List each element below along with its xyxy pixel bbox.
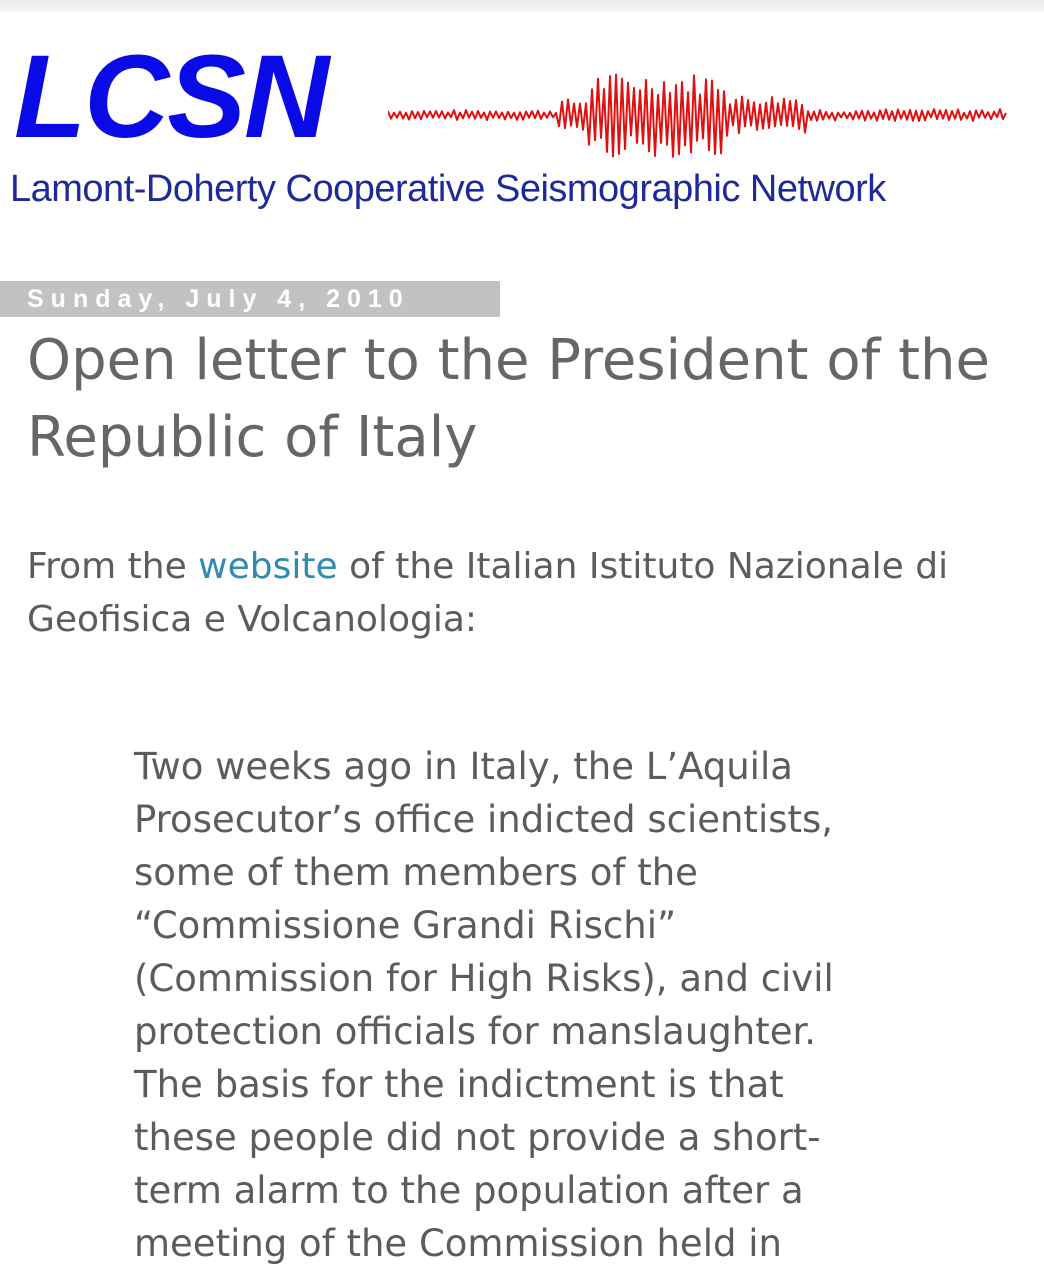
top-rule bbox=[0, 0, 1044, 12]
post-date-header bbox=[0, 281, 500, 317]
intro-text-before: From the bbox=[27, 546, 199, 587]
quote-line: The basis for the indictment is that bbox=[134, 1063, 784, 1106]
quote-line: meeting of the Commission held in bbox=[134, 1222, 782, 1265]
post-blockquote bbox=[134, 740, 1014, 1270]
lcsn-logo: LCSN bbox=[14, 31, 328, 163]
quote-line: (Commission for High Risks), and civil bbox=[134, 957, 834, 1000]
quote-line: Two weeks ago in Italy, the L’Aquila bbox=[134, 745, 793, 788]
post-intro bbox=[27, 540, 1017, 646]
quote-line: term alarm to the population after a bbox=[134, 1169, 804, 1212]
quote-line: protection officials for manslaughter. bbox=[134, 1010, 817, 1053]
quote-line: these people did not provide a short- bbox=[134, 1116, 821, 1159]
quote-line: some of them members of the bbox=[134, 851, 698, 894]
quote-line: Prosecutor’s office indicted scientists, bbox=[134, 798, 834, 841]
post-title[interactable]: Open letter to the President of the Republic of Italy bbox=[27, 328, 990, 470]
network-name: Lamont-Doherty Cooperative Seismographic Network bbox=[10, 168, 886, 210]
website-link[interactable]: website bbox=[198, 546, 338, 587]
seismogram-icon bbox=[388, 50, 1008, 160]
intro-text-after: of the Italian Istituto Nazionale di Geofisica e Volcanologia: bbox=[27, 546, 949, 640]
quote-line: “Commissione Grandi Rischi” bbox=[134, 904, 677, 947]
blog-header-banner[interactable] bbox=[0, 20, 1044, 230]
post-date: Sunday, July 4, 2010 bbox=[27, 285, 410, 313]
